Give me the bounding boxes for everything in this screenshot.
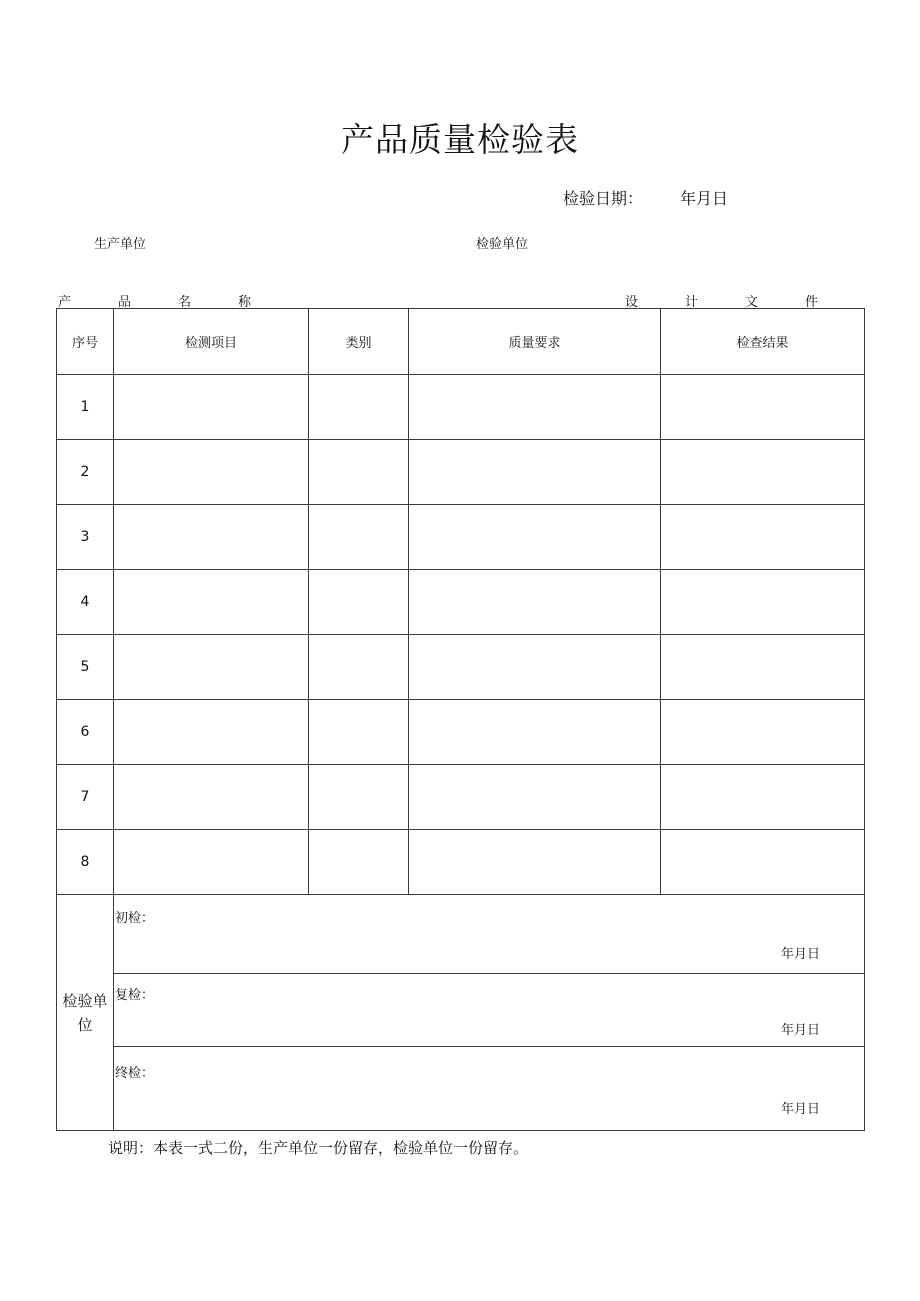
test-item-cell[interactable]: [114, 635, 309, 700]
quality-requirement-cell[interactable]: [409, 570, 661, 635]
header-quality-requirement: 质量要求: [409, 309, 661, 375]
inspection-date-label: 检验日期：: [563, 189, 644, 208]
row-index: 6: [57, 700, 114, 765]
inspector-label: 检验单位: [476, 237, 529, 252]
quality-requirement-cell[interactable]: [409, 635, 661, 700]
check-result-cell[interactable]: [661, 375, 865, 440]
design-doc-char: 文: [744, 295, 758, 310]
initial-inspection-cell[interactable]: [114, 895, 865, 974]
table-row: [57, 700, 865, 765]
row-index: 3: [57, 505, 114, 570]
table-row: [57, 440, 865, 505]
initial-inspection-label: 初检：: [115, 911, 155, 926]
product-name-char: 称: [237, 295, 251, 310]
check-result-cell[interactable]: [661, 830, 865, 895]
quality-requirement-cell[interactable]: [409, 505, 661, 570]
test-item-cell[interactable]: [114, 765, 309, 830]
quality-requirement-cell[interactable]: [409, 700, 661, 765]
table-header-row: [57, 309, 865, 375]
footnote: 说明：本表一式二份，生产单位一份留存，检验单位一份留存。: [108, 1139, 529, 1157]
table-row: [57, 635, 865, 700]
design-doc-char: 设: [625, 295, 639, 310]
table-row: [57, 830, 865, 895]
category-cell[interactable]: [309, 765, 409, 830]
quality-requirement-cell[interactable]: [409, 765, 661, 830]
initial-inspection-date: 年月日: [780, 947, 820, 962]
recheck-inspection-date: 年月日: [780, 1023, 820, 1038]
test-item-cell[interactable]: [114, 570, 309, 635]
row-index: 7: [57, 765, 114, 830]
final-inspection-date: 年月日: [780, 1102, 820, 1117]
header-test-item: 检测项目: [114, 309, 309, 375]
design-doc-char: 计: [684, 295, 698, 310]
test-item-cell[interactable]: [114, 375, 309, 440]
test-item-cell[interactable]: [114, 505, 309, 570]
table-row: [57, 375, 865, 440]
table-row: [57, 505, 865, 570]
check-result-cell[interactable]: [661, 765, 865, 830]
table-row: [57, 765, 865, 830]
quality-requirement-cell[interactable]: [409, 440, 661, 505]
category-cell[interactable]: [309, 570, 409, 635]
header-check-result: 检查结果: [661, 309, 865, 375]
page-title: 产品质量检验表: [341, 120, 579, 159]
recheck-inspection-label: 复检：: [115, 988, 155, 1003]
design-doc-char: 件: [804, 295, 818, 310]
header-category: 类别: [309, 309, 409, 375]
test-item-cell[interactable]: [114, 700, 309, 765]
final-inspection-label: 终检：: [115, 1066, 155, 1081]
row-index: 8: [57, 830, 114, 895]
row-index: 1: [57, 375, 114, 440]
header-index: 序号: [57, 309, 114, 375]
inspection-table: [56, 308, 865, 1131]
quality-requirement-cell[interactable]: [409, 830, 661, 895]
row-index: 4: [57, 570, 114, 635]
category-cell[interactable]: [309, 440, 409, 505]
product-name-char: 名: [177, 295, 191, 310]
test-item-cell[interactable]: [114, 440, 309, 505]
signoff-row-initial: [57, 895, 865, 974]
row-index: 2: [57, 440, 114, 505]
final-inspection-cell[interactable]: [114, 1047, 865, 1131]
category-cell[interactable]: [309, 375, 409, 440]
check-result-cell[interactable]: [661, 700, 865, 765]
check-result-cell[interactable]: [661, 505, 865, 570]
row-index: 5: [57, 635, 114, 700]
inspection-date-value: 年月日: [680, 189, 729, 208]
product-name-char: 产: [58, 295, 72, 310]
check-result-cell[interactable]: [661, 635, 865, 700]
signoff-row-recheck: [57, 974, 865, 1047]
table-row: [57, 570, 865, 635]
quality-requirement-cell[interactable]: [409, 375, 661, 440]
product-name-char: 品: [117, 295, 131, 310]
producer-label: 生产单位: [94, 237, 147, 252]
recheck-inspection-cell[interactable]: [114, 974, 865, 1047]
category-cell[interactable]: [309, 505, 409, 570]
signoff-row-final: [57, 1047, 865, 1131]
check-result-cell[interactable]: [661, 440, 865, 505]
category-cell[interactable]: [309, 635, 409, 700]
category-cell[interactable]: [309, 700, 409, 765]
inspection-unit-label: 检验单位: [57, 895, 114, 1131]
check-result-cell[interactable]: [661, 570, 865, 635]
test-item-cell[interactable]: [114, 830, 309, 895]
category-cell[interactable]: [309, 830, 409, 895]
